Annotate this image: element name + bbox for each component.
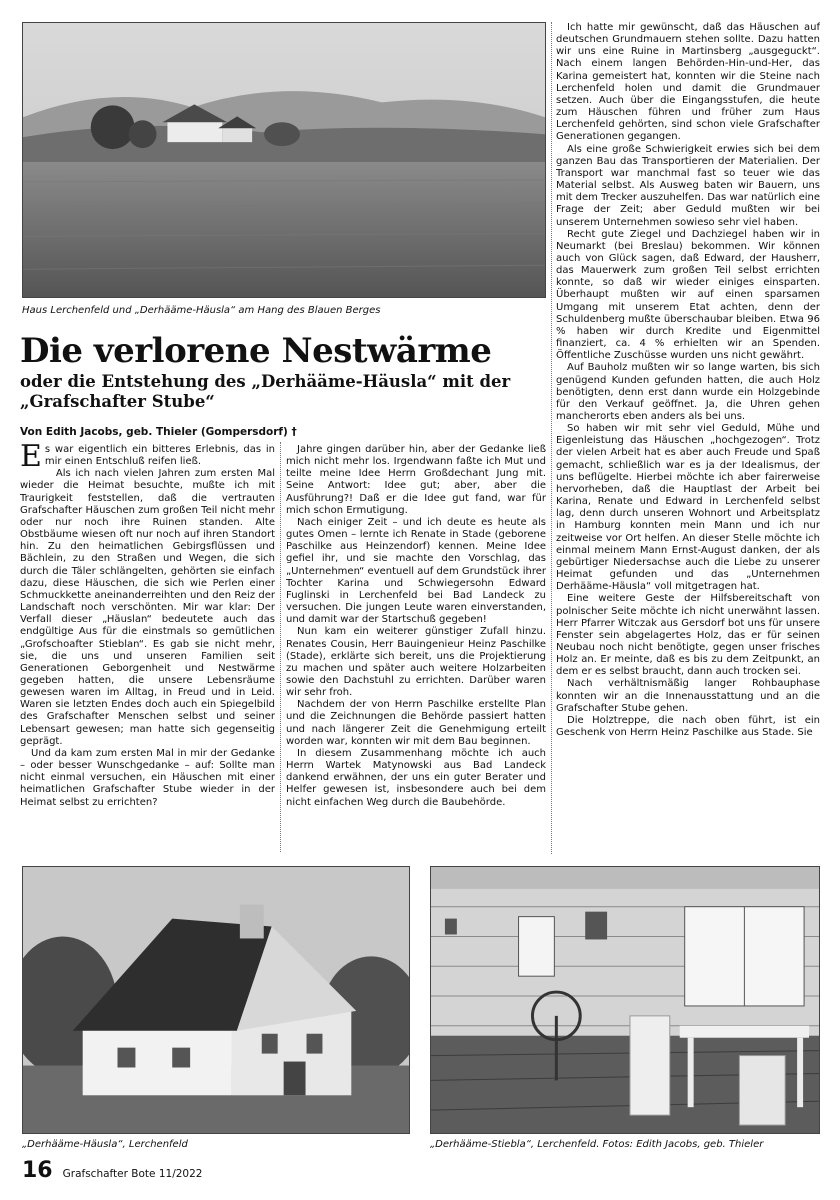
column-1-paragraph: Es war eigentlich ein bitteres Erlebnis, das in mir einen Entschluß reifen ließ. (20, 444, 275, 474)
house-photo (22, 866, 410, 1134)
publication-issue: Grafschafter Bote 11/2022 (62, 1168, 203, 1180)
page-number: 16 (22, 1158, 53, 1183)
column-3-paragraph: Nach verhältnismäßig langer Rohbauphase konnten wir an die Innenausstattung und an die Grafschafter Stube gehen. (556, 678, 820, 714)
column-2-paragraph: In diesem Zusammenhang möchte ich auch Herrn Wartek Matynowski aus Bad Landeck dankend erwähnen, der uns ein guter Berater und Helfer gewesen ist, insbesondere auch bei dem nicht einfachen Weg durch die Baubehörde. (286, 747, 546, 808)
column-3-paragraph: Recht gute Ziegel und Dachziegel haben wir in Neumarkt (bei Breslau) bekommen. Wir können auch von Glück sagen, daß Edward, der Hausherr, das Mauerwerk zum großen Teil selbst errichten konnte, so daß wir wieder einiges einsparten. Überhaupt mußten wir auf einen sparsamen Umgang mit unserem Etat achten, denn der Schuldenberg mußte überschaubar bleiben. Etwa 96 % haben wir durch Kredite und Eigenmittel finanziert, ca. 4 % erhielten wir an Spenden. Öffentliche Zuschüsse wurden uns nicht gewährt. (556, 228, 820, 362)
interior-photo (430, 866, 820, 1134)
article-column-2 (286, 444, 546, 854)
caption-top-photo: Haus Lerchenfeld und „Derhääme-Häusla“ am Hang des Blauen Berges (22, 305, 381, 316)
column-2-paragraph: Nach einiger Zeit – und ich deute es heute als gutes Omen – lernte ich Renate in Stade (geborene Paschilke aus Heinzendorf) kennen. Meine Idee gefiel ihr, und sie machte den Vorschlag, das „Unternehmen“ eventuell auf dem Grundstück ihrer Tochter Karina und Schwiegersohn Edward Fuglinski in Lerchenfeld bei Bad Landeck zu versuchen. Die jungen Leute waren einverstanden, und damit war der Startschuß gegeben! (286, 516, 546, 626)
column-3-paragraph: Auf Bauholz mußten wir so lange warten, bis sich genügend Kunden gefunden hatten, die auch Holz benötigten, denn erst dann wurde ein Holzgebinde für den Verkauf geöffnet. Ja, die Uhren gehen mancherorts eben anders als bei uns. (556, 362, 820, 422)
article-column-3 (556, 22, 820, 854)
column-3-paragraph: Die Holztreppe, die nach oben führt, ist ein Geschenk von Herrn Heinz Paschilke aus Stade. Sie (556, 714, 820, 739)
page-footer (22, 1158, 202, 1188)
subheadline: oder die Entstehung des „Derhääme-Häusla“ mit der „Grafschafter Stube“ (20, 372, 511, 411)
column-2-paragraph: Nachdem der von Herrn Paschilke erstellte Plan und die Zeichnungen die Behörde passiert hatten und nach längerer Zeit die Genehmigung erteilt worden war, konnten wir mit dem Bau beginnen. (286, 699, 546, 747)
byline: Von Edith Jacobs, geb. Thieler (Gompersdorf) † (20, 426, 297, 438)
column-3-paragraph: Eine weitere Geste der Hilfsbereitschaft von polnischer Seite möchte ich nicht unerwähnt lassen. Herr Pfarrer Witczak aus Gersdorf bot uns für unsere Fenster sein abgelagertes Holz, das er für seinen Neubau noch nicht benötigte, gegen unser frisches Holz an. Er meinte, daß es bis zu dem Zeitpunkt, an dem er es selbst braucht, dann auch trocken sei. (556, 593, 820, 678)
landscape-photo (22, 22, 546, 298)
caption-house-photo: „Derhääme-Häusla“, Lerchenfeld (22, 1139, 188, 1150)
caption-interior-photo: „Derhääme-Stiebla“, Lerchenfeld. Fotos: Edith Jacobs, geb. Thieler (430, 1139, 764, 1150)
column-divider (280, 442, 281, 852)
article-column-1 (20, 444, 275, 854)
column-divider (551, 22, 552, 854)
column-1-paragraph: Als ich nach vielen Jahren zum ersten Mal wieder die Heimat besuchte, mußte ich mit Traurigkeit feststellen, daß die vertrauten Grafschafter Häuschen zum großen Teil nicht mehr oder nur noch ihre Ruinen standen. Alte Obstbäume wiesen oft nur noch auf ihren Standort hin. Zu den heimatlichen Gebirgsflüssen und Bächlein, zu den Straßen und Wegen, die sich durch die Täler schlängelten, gehörten sie einfach dazu, diese Häuschen, die sich wie Perlen einer Schmuckkette aneinanderreihten und den Reiz der Landschaft noch verschönten. Mir war klar: Der Verfall dieser „Häuslan“ bedeutete auch das endgültige Aus für die einstmals so gemütlichen „Grofschoafter Stieblan“. Es gab sie nicht mehr, sie, die uns und unseren Familien seit Generationen Geborgenheit und Nestwärme gegeben hatten, die unsere Lebensräume gewesen waren im Alltag, in Freud und in Leid. Waren sie letzten Endes doch auch ein Spiegelbild des Grafschafter Menschen selbst und seiner Lebensart gewesen; man hatte sich gegenseitig geprägt. (20, 468, 275, 747)
column-1-paragraph: Und da kam zum ersten Mal in mir der Gedanke – oder besser Wunschgedanke – auf: Sollte man nicht einmal versuchen, ein Häuschen mit einer heimatlichen Grafschafter Stube wieder in der Heimat selbst zu errichten? (20, 747, 275, 808)
dropcap: E (20, 444, 42, 474)
column-3-paragraph: Ich hatte mir gewünscht, daß das Häuschen auf deutschen Grundmauern stehen sollte. Dazu hatten wir uns eine Ruine in Martinsberg „ausgeguckt“. Nach einem langen Behörden-Hin-und-Her, das Karina gemeistert hat, konnten wir die Steine nach Lerchenfeld holen und damit die Grundmauer setzen. Auch über die Eingangsstufen, die heute zum Häuschen führen und früher zum Haus Lerchenfeld gehörten, sind schon viele Grafschafter Generationen gegangen. (556, 22, 820, 143)
headline: Die verlorene Nestwärme (20, 331, 492, 371)
column-2-paragraph: Jahre gingen darüber hin, aber der Gedanke ließ mich nicht mehr los. Irgendwann faßte ich Mut und teilte meine Idee Herrn Großdechant Jung mit. Seine Antwort: Idee gut; aber, aber die Ausführung?! Daß er die Idee gut fand, war für mich schon Ermutigung. (286, 444, 546, 516)
column-2-paragraph: Nun kam ein weiterer günstiger Zufall hinzu. Renates Cousin, Herr Bauingenieur Heinz Paschilke (Stade), erklärte sich bereit, uns die Projektierung zu machen und später auch weitere Holzarbeiten sowie den Dachstuhl zu errichten. Darüber waren wir sehr froh. (286, 626, 546, 699)
column-3-paragraph: So haben wir mit sehr viel Geduld, Mühe und Eigenleistung das Häuschen „hochgezogen“. Trotz der vielen Arbeit hat es aber auch Freude und Spaß gemacht, schließlich war es ja der Idealismus, der uns beflügelte. Hierbei möchte ich aber fairerweise hervorheben, daß die Hauptlast der Arbeit bei Karina, Renate und Edward in Lerchenfeld selbst lag, denn durch unseren Wohnort und Arbeitsplatz in Hamburg konnten mein Mann und ich nur zeitweise vor Ort helfen. An dieser Stelle möchte ich einmal meinem Mann Ernst-August danken, der als gebürtiger Niedersachse auch die Liebe zu unserer Heimat gefunden und das „Unternehmen Derhääme-Häusla“ voll mitgetragen hat. (556, 423, 820, 593)
column-3-paragraph: Als eine große Schwierigkeit erwies sich bei dem ganzen Bau das Transportieren der Materialien. Der Transport war manchmal fast so teuer wie das Material selbst. Als Ausweg baten wir Bauern, uns mit dem Trecker auszuhelfen. Das war natürlich eine Frage der Zeit; aber Geduld mußten wir bei unserem Unternehmen sowieso sehr viel haben. (556, 143, 820, 228)
